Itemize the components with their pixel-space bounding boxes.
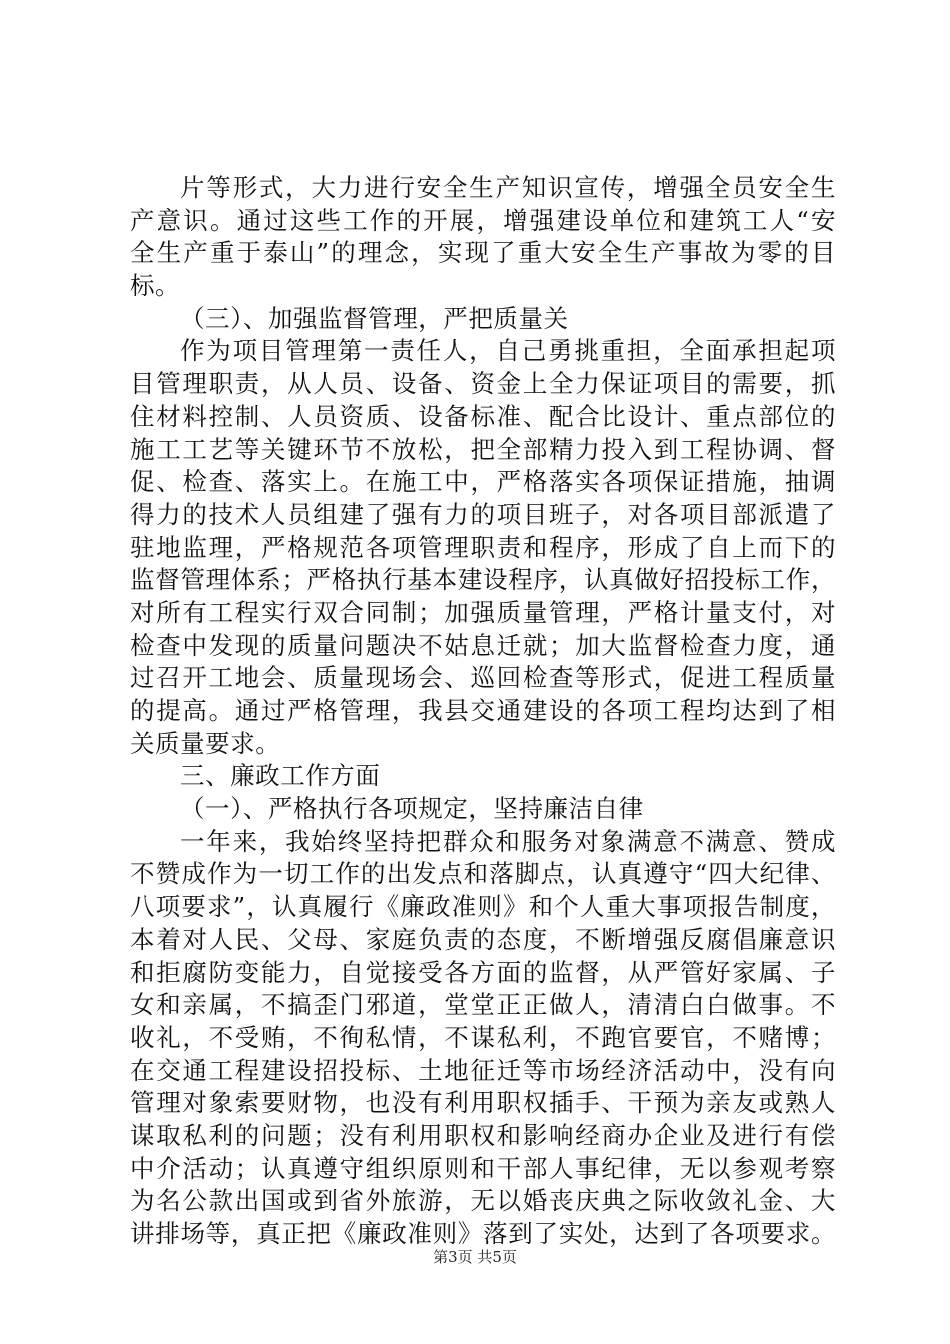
text-line: 在交通工程建设招投标、土地征迁等市场经济活动中，没有向 [130, 1055, 836, 1085]
text-line: 的提高。通过严格管理，我县交通建设的各项工程均达到了相 [130, 696, 836, 725]
text-line: 一年来，我始终坚持把群众和服务对象满意不满意、赞成 [180, 826, 836, 856]
text-line: 驻地监理，严格规范各项管理职责和程序，形成了自上而下的 [130, 532, 836, 562]
text-line: 谋取私利的问题；没有利用职权和影响经商办企业及进行有偿 [130, 1120, 836, 1150]
text-line: 和拒腐防变能力，自觉接受各方面的监督，从严管好家属、子 [130, 957, 836, 987]
text-line: 三、廉政工作方面 [180, 761, 381, 791]
text-line: 施工工艺等关键环节不放松，把全部精力投入到工程协调、督 [130, 434, 836, 464]
text-line: 目管理职责，从人员、设备、资金上全力保证项目的需要，抓 [130, 369, 836, 399]
text-line: （三）、加强监督管理，严把质量关 [180, 303, 569, 333]
text-line: 得力的技术人员组建了强有力的项目班子，对各项目部派遣了 [130, 499, 836, 529]
text-line: 中介活动；认真遵守组织原则和干部人事纪律，无以参观考察 [130, 1153, 836, 1183]
text-line: 片等形式，大力进行安全生产知识宣传，增强全员安全生 [180, 173, 836, 202]
text-line: 八项要求”，认真履行《廉政准则》和个人重大事项报告制度， [130, 892, 836, 922]
text-line: 关质量要求。 [130, 728, 281, 758]
text-line: 对所有工程实行双合同制；加强质量管理，严格计量支付，对 [130, 597, 836, 627]
text-line: 本着对人民、父母、家庭负责的态度，不断增强反腐倡廉意识 [130, 924, 836, 954]
text-line: 全生产重于泰山”的理念，实现了重大安全生产事故为零的目 [130, 238, 836, 268]
document-body [130, 172, 836, 1251]
text-line: 作为项目管理第一责任人，自己勇挑重担，全面承担起项 [180, 336, 836, 366]
text-line: 促、检查、落实上。在施工中，严格落实各项保证措施，抽调 [130, 467, 836, 497]
text-line: 不赞成作为一切工作的出发点和落脚点，认真遵守“四大纪律、 [130, 859, 836, 889]
text-line: 产意识。通过这些工作的开展，增强建设单位和建筑工人“安 [130, 205, 836, 235]
text-line: 为名公款出国或到省外旅游，无以婚丧庆典之际收敛礼金、大 [130, 1186, 836, 1216]
text-line: 女和亲属，不搞歪门邪道，堂堂正正做人，清清白白做事。不 [130, 990, 836, 1020]
text-line: 监督管理体系；严格执行基本建设程序，认真做好招投标工作， [130, 565, 836, 595]
text-line: 住材料控制、人员资质、设备标准、配合比设计、重点部位的 [130, 401, 836, 431]
page-footer: 第3页 共5页 [433, 1248, 517, 1266]
text-line: 讲排场等，真正把《廉政准则》落到了实处，达到了各项要求。 [130, 1219, 836, 1248]
text-line: 检查中发现的质量问题决不姑息迁就；加大监督检查力度，通 [130, 630, 836, 660]
text-line: （一）、严格执行各项规定，坚持廉洁自律 [180, 794, 644, 824]
text-line: 过召开工地会、质量现场会、巡回检查等形式，促进工程质量 [130, 663, 836, 693]
text-line: 标。 [130, 271, 181, 301]
text-line: 收礼，不受贿，不徇私情，不谋私利，不跑官要官，不赌博； [130, 1022, 836, 1052]
text-line: 管理对象索要财物，也没有利用职权插手、干预为亲友或熟人 [130, 1088, 836, 1118]
